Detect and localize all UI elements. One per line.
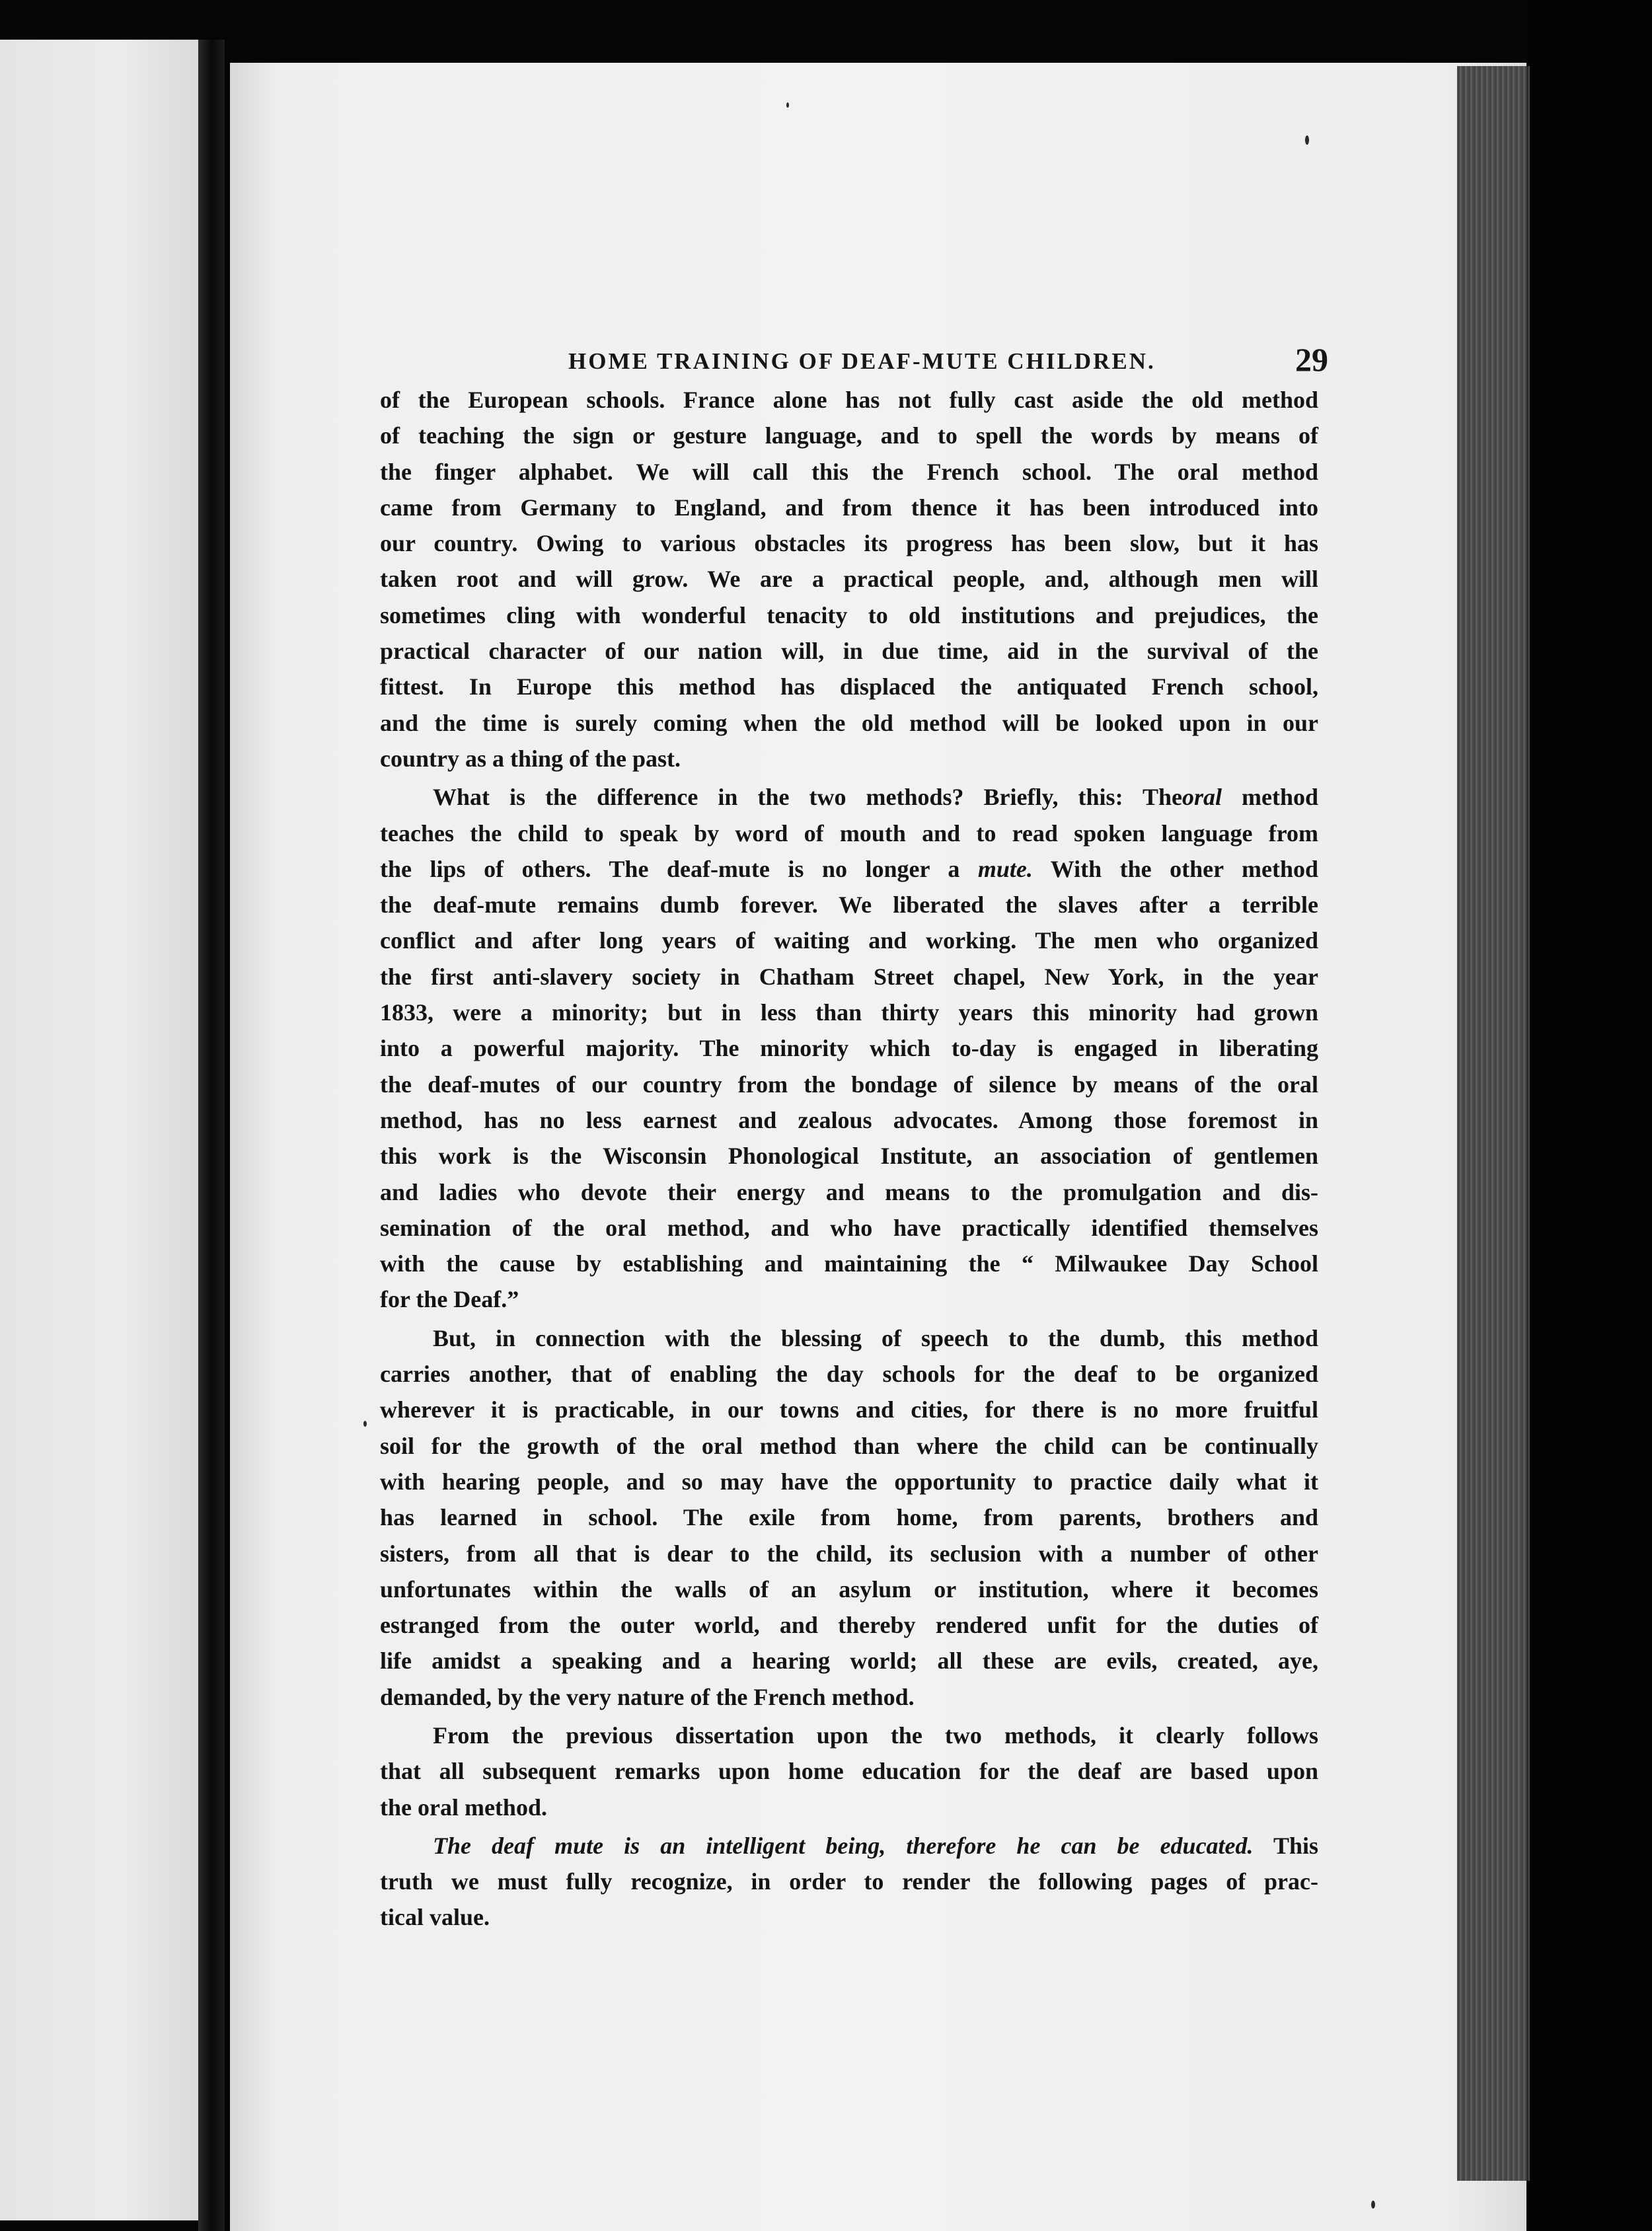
text-line: the deaf-mutes of our country from the bondage of silence by means of the oral bbox=[380, 1071, 1318, 1098]
text-line: the deaf-mute remains dumb forever. We liberated the slaves after a terrible bbox=[380, 891, 1318, 919]
text-line: for the Deaf.” bbox=[380, 1286, 519, 1313]
text-line bbox=[380, 851, 1318, 887]
text-line: the first anti-slavery society in Chatham Street chapel, New York, in the year bbox=[380, 963, 1318, 990]
scan-speck bbox=[1371, 2201, 1375, 2209]
text-line: estranged from the outer world, and thereby rendered unfit for the duties of bbox=[380, 1612, 1318, 1639]
text-line: and the time is surely coming when the old method will be looked upon in our bbox=[380, 709, 1318, 736]
text-line: the oral method. bbox=[380, 1794, 547, 1821]
text-line: this work is the Wisconsin Phonological Institute, an association of gentlemen bbox=[380, 1143, 1318, 1170]
text-line: into a powerful majority. The minority which to-day is engaged in liberating bbox=[380, 1035, 1318, 1062]
text-line: tical value. bbox=[380, 1904, 490, 1931]
text-line: 1833, were a minority; but in less than thirty years this minority had grown bbox=[380, 999, 1318, 1026]
text-run: the lips of others. The deaf-mute is no longer a bbox=[380, 855, 960, 882]
text-line: sometimes cling with wonderful tenacity to old institutions and prejudices, the bbox=[380, 601, 1318, 628]
scan-speck bbox=[786, 102, 789, 108]
book-gutter bbox=[198, 40, 225, 2231]
text-line: taken root and will grow. We are a practical people, and, although men will bbox=[380, 566, 1318, 593]
italic-sentence: The deaf mute is an intelligent being, therefore he can be educated. bbox=[433, 1832, 1254, 1859]
text-line: with hearing people, and so may have the opportunity to practice daily what it bbox=[380, 1468, 1318, 1495]
text-line: semination of the oral method, and who have practically identified themselves bbox=[380, 1214, 1318, 1241]
text-line bbox=[380, 1828, 1318, 1864]
italic-word-oral: oral bbox=[1182, 784, 1222, 811]
text-line: But, in connection with the blessing of speech to the dumb, this method bbox=[433, 1324, 1318, 1351]
page-edge-stack bbox=[1457, 66, 1530, 2181]
text-line: wherever it is practicable, in our towns and cities, for there is no more fruitful bbox=[380, 1396, 1318, 1423]
text-line: soil for the growth of the oral method than where the child can be continually bbox=[380, 1432, 1318, 1459]
running-head: HOME TRAINING OF DEAF-MUTE CHILDREN. bbox=[568, 348, 1156, 374]
page-number: 29 bbox=[1295, 341, 1328, 378]
text-line: country as a thing of the past. bbox=[380, 745, 681, 772]
text-run: With the other method bbox=[1050, 855, 1319, 882]
text-line: has learned in school. The exile from home, from parents, brothers and bbox=[380, 1504, 1318, 1531]
text-line: conflict and after long years of waiting and working. The men who organized bbox=[380, 927, 1318, 954]
text-line: teaches the child to speak by word of mouth and to read spoken language from bbox=[380, 819, 1318, 847]
text-line: unfortunates within the walls of an asylum or institution, where it becomes bbox=[380, 1575, 1318, 1603]
text-line: fittest. In Europe this method has displaced the antiquated French school, bbox=[380, 673, 1318, 700]
text-run: method bbox=[1242, 784, 1319, 811]
text-line: From the previous dissertation upon the two methods, it clearly follows bbox=[433, 1721, 1318, 1749]
text-run: This bbox=[1273, 1832, 1318, 1859]
text-line: of the European schools. France alone has not fully cast aside the old method bbox=[380, 387, 1318, 413]
text-line: with the cause by establishing and maintaining the “ Milwaukee Day School bbox=[380, 1250, 1318, 1277]
text-line: that all subsequent remarks upon home education for the deaf are based upon bbox=[380, 1758, 1318, 1785]
text-line: demanded, by the very nature of the French method. bbox=[380, 1683, 915, 1710]
left-facing-page bbox=[0, 40, 198, 2220]
text-line: practical character of our nation will, in due time, aid in the survival of the bbox=[380, 638, 1318, 665]
text-line: our country. Owing to various obstacles its progress has been slow, but it has bbox=[380, 530, 1318, 557]
text-line: of teaching the sign or gesture language, and to spell the words by means of bbox=[380, 422, 1318, 449]
scan-background-edge bbox=[1530, 0, 1652, 2231]
text-line: truth we must fully recognize, in order to render the following pages of prac- bbox=[380, 1868, 1318, 1895]
text-line: the finger alphabet. We will call this the French school. The oral method bbox=[380, 458, 1318, 485]
text-line: method, has no less earnest and zealous advocates. Among those foremost in bbox=[380, 1106, 1318, 1133]
text-line: carries another, that of enabling the day schools for the deaf to be organized bbox=[380, 1361, 1318, 1388]
text-run: What is the difference in the two methods? Briefly, this: The bbox=[433, 784, 1182, 811]
body-text bbox=[380, 382, 1318, 1936]
text-line: sisters, from all that is dear to the child, its seclusion with a number of other bbox=[380, 1540, 1318, 1567]
text-line: came from Germany to England, and from thence it has been introduced into bbox=[380, 494, 1318, 521]
italic-word-mute: mute. bbox=[977, 855, 1033, 882]
scan-speck bbox=[363, 1421, 367, 1427]
text-line: and ladies who devote their energy and means to the promulgation and dis- bbox=[380, 1178, 1318, 1205]
scan-speck bbox=[1305, 135, 1309, 145]
text-line bbox=[380, 779, 1318, 815]
text-line: life amidst a speaking and a hearing world; all these are evils, created, aye, bbox=[380, 1647, 1318, 1675]
